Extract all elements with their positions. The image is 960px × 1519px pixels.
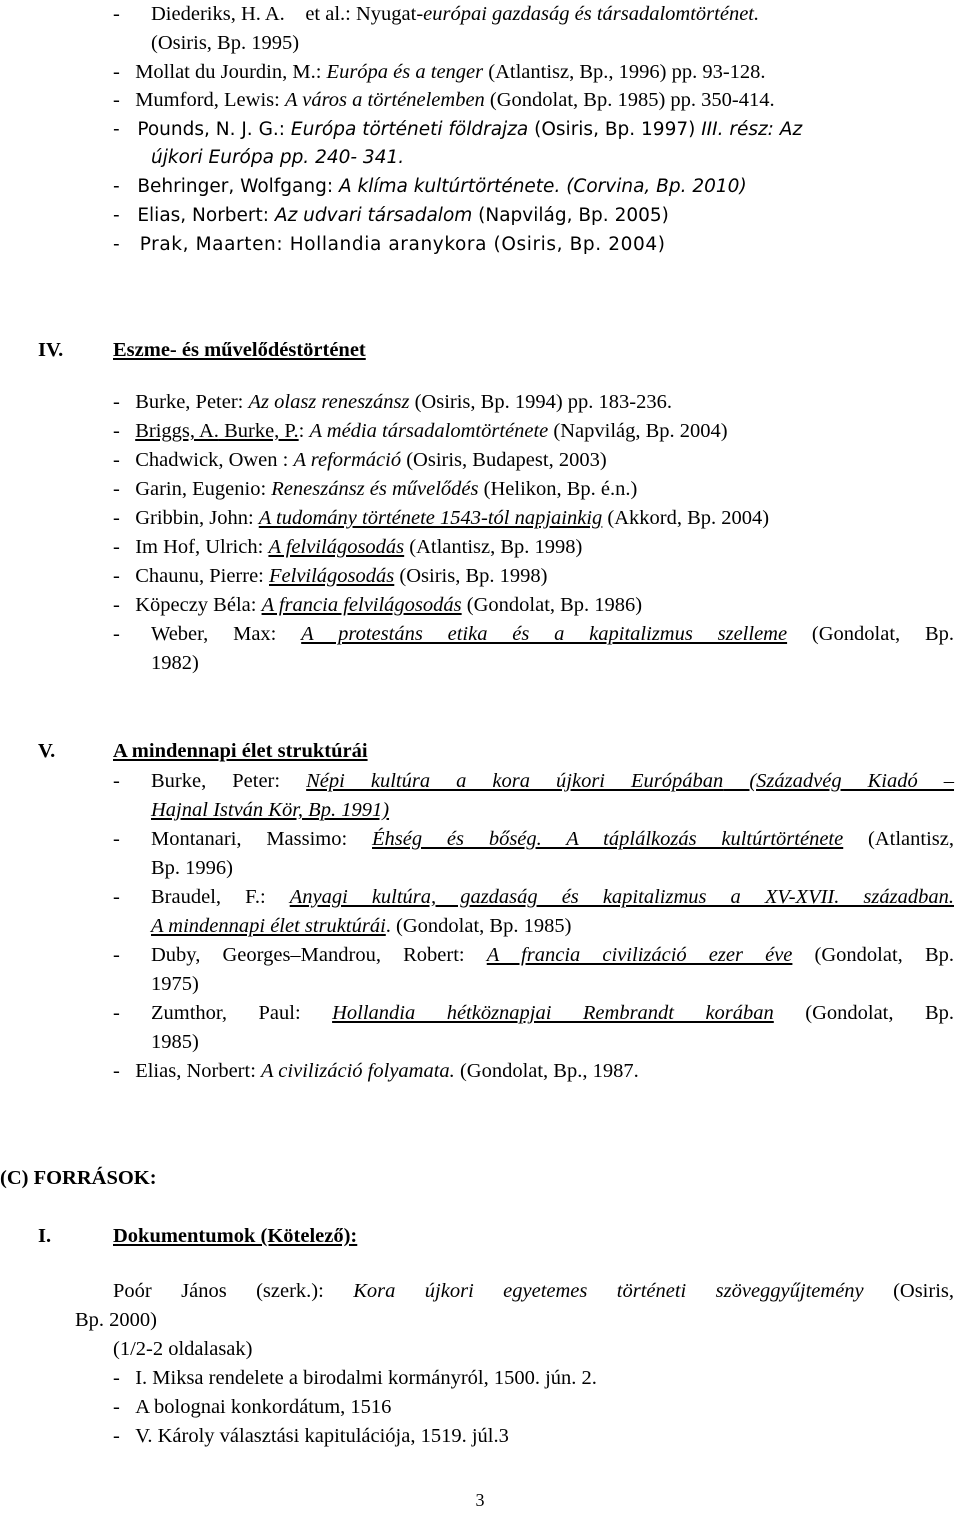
section-iv-numeral: IV. — [38, 339, 64, 361]
section-c-title: (C) FORRÁSOK: — [0, 1167, 157, 1189]
ref-imhof: - Im Hof, Ulrich: A felvilágosodás (Atlantisz, Bp. 1998) — [113, 536, 583, 558]
ref-prak: - Prak, Maarten: Hollandia aranykora (Osiris, Bp. 2004) — [113, 234, 666, 255]
section-c-sub-title: Dokumentumok (Kötelező): — [113, 1225, 358, 1247]
section-v-numeral: V. — [38, 740, 56, 762]
ref-kopeczy: - Köpeczy Béla: A francia felvilágosodás (Gondolat, Bp. 1986) — [113, 594, 643, 616]
ref-chaunu: - Chaunu, Pierre: Felvilágosodás (Osiris, Bp. 1998) — [113, 565, 548, 587]
list-item: - A bolognai konkordátum, 1516 — [113, 1396, 392, 1418]
ref-briggs: - Briggs, A. Burke, P.: A média társadalomtörténete (Napvilág, Bp. 2004) — [113, 420, 728, 442]
section-v-title: A mindennapi élet struktúrái — [113, 740, 368, 762]
section-iv-title: Eszme- és művelődéstörténet — [113, 339, 366, 361]
ref-mumford: - Mumford, Lewis: A város a történelemben (Gondolat, Bp. 1985) pp. 350-414. — [113, 89, 775, 111]
list-item: - I. Miksa rendelete a birodalmi kormányról, 1500. jún. 2. — [113, 1367, 597, 1389]
page-number: 3 — [475, 1490, 485, 1510]
ref-burke-olasz: - Burke, Peter: Az olasz reneszánsz (Osiris, Bp. 1994) pp. 183-236. — [113, 391, 672, 413]
section-c-sub-numeral: I. — [38, 1225, 52, 1247]
ref-elias-civilizacio: - Elias, Norbert: A civilizáció folyamata. (Gondolat, Bp., 1987. — [113, 1060, 639, 1082]
ref-behringer: - Behringer, Wolfgang: A klíma kultúrtörténete. (Corvina, Bp. 2010) — [113, 176, 747, 197]
ref-mollat: - Mollat du Jourdin, M.: Európa és a tenger (Atlantisz, Bp., 1996) pp. 93-128. — [113, 61, 766, 83]
ref-gribbin: - Gribbin, John: A tudomány története 1543-tól napjainkig (Akkord, Bp. 2004) — [113, 507, 770, 529]
ref-garin: - Garin, Eugenio: Reneszánsz és művelődés (Helikon, Bp. é.n.) — [113, 478, 638, 500]
list-item: - V. Károly választási kapitulációja, 1519. júl.3 — [113, 1425, 509, 1447]
ref-chadwick: - Chadwick, Owen : A reformáció (Osiris, Budapest, 2003) — [113, 449, 607, 471]
list-dash: - — [113, 3, 120, 25]
ref-elias-udvari: - Elias, Norbert: Az udvari társadalom (Napvilág, Bp. 2005) — [113, 205, 669, 226]
pages-note: (1/2-2 oldalasak) — [113, 1338, 253, 1360]
